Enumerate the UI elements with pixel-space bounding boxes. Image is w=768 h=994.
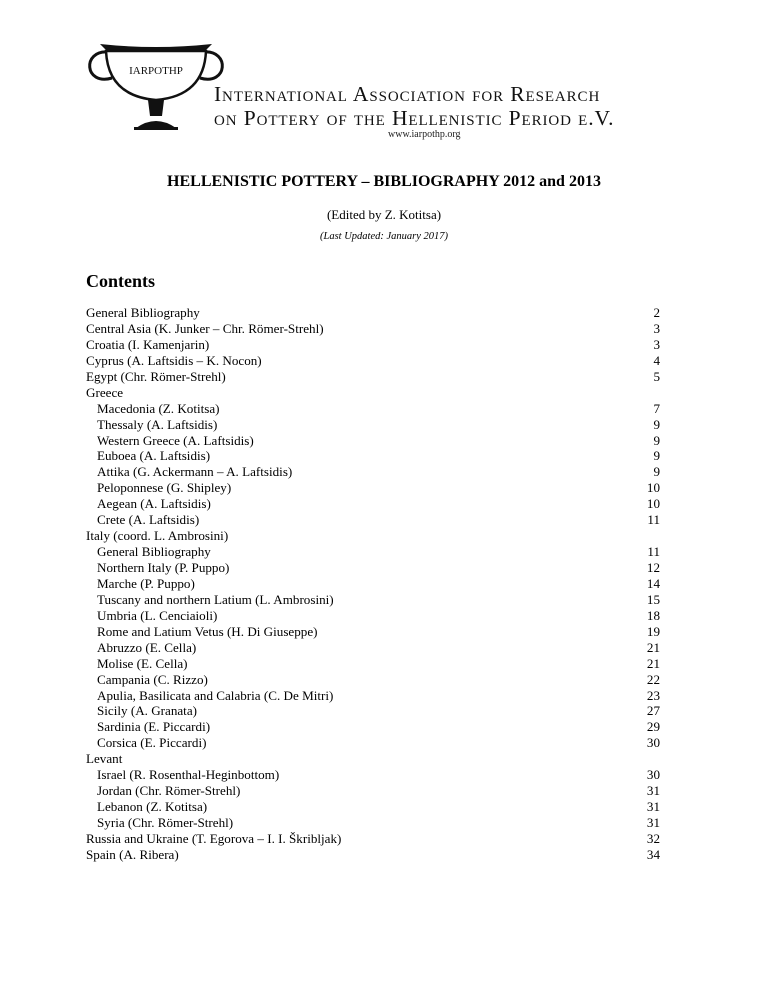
website-url[interactable]: www.iarpothp.org [388, 129, 461, 140]
toc-entry-label: Western Greece (A. Laftsidis) [97, 432, 254, 448]
iarpothp-logo [86, 38, 226, 138]
toc-entry-page: 10 [646, 480, 660, 496]
toc-entry-label: Central Asia (K. Junker – Chr. Römer-Strehl) [86, 320, 324, 336]
toc-entry-label: General Bibliography [86, 305, 200, 320]
toc-entry-page [620, 528, 660, 544]
toc-entry[interactable] [86, 847, 660, 863]
toc-entry-page: 14 [646, 575, 660, 591]
toc-entry-page: 21 [646, 639, 660, 655]
toc-entry-label: Cyprus (A. Laftsidis – K. Nocon) [86, 352, 262, 368]
toc-entry-page: 22 [646, 671, 660, 687]
toc-entry-page: 21 [646, 655, 660, 671]
toc-entry[interactable] [86, 401, 660, 417]
toc-entry[interactable] [86, 624, 660, 640]
toc-entry[interactable] [86, 305, 660, 321]
organization-name-line2: on Pottery of the Hellenistic Period e.V. [214, 106, 615, 130]
toc-entry-label: Levant [86, 751, 123, 767]
toc-entry-page: 30 [646, 767, 660, 783]
toc-entry[interactable] [86, 783, 660, 799]
toc-entry-label: Apulia, Basilicata and Calabria (C. De Mitri) [97, 687, 334, 703]
toc-entry-page [620, 751, 660, 767]
toc-entry-page: 18 [646, 607, 660, 623]
toc-entry-page: 31 [646, 783, 660, 799]
toc-entry-page: 3 [653, 320, 660, 336]
toc-entry-page: 12 [646, 560, 660, 575]
last-updated: (Last Updated: January 2017) [319, 231, 449, 242]
toc-entry-label: Israel (R. Rosenthal-Heginbottom) [97, 767, 280, 783]
toc-entry[interactable] [86, 688, 660, 704]
toc-entry-label: Lebanon (Z. Kotitsa) [97, 799, 208, 815]
toc-entry-label: Spain (A. Ribera) [86, 846, 179, 862]
toc-entry-page: 5 [653, 368, 660, 384]
toc-entry-label: Russia and Ukraine (T. Egorova – I. I. Škribljak) [86, 830, 342, 846]
toc-entry-page: 27 [646, 703, 660, 719]
toc-entry-label: Thessaly (A. Laftsidis) [97, 416, 218, 432]
toc-entry-label: Molise (E. Cella) [97, 655, 188, 671]
toc-entry[interactable] [86, 751, 660, 767]
toc-entry-label: Campania (C. Rizzo) [97, 671, 208, 687]
toc-entry-page: 9 [653, 448, 660, 464]
toc-entry-page: 23 [646, 687, 660, 703]
toc-entry[interactable] [86, 576, 660, 592]
toc-entry[interactable] [86, 735, 660, 751]
toc-entry-page: 31 [646, 799, 660, 815]
toc-entry-page: 31 [646, 815, 660, 830]
toc-entry-page: 29 [646, 719, 660, 735]
toc-entry[interactable] [86, 528, 660, 544]
toc-entry[interactable] [86, 608, 660, 624]
toc-entry[interactable] [86, 353, 660, 369]
toc-entry-label: Sardinia (E. Piccardi) [97, 719, 211, 735]
contents-heading: Contents [86, 271, 156, 291]
toc-entry-page: 11 [647, 544, 660, 560]
logo-text: IARPOTHP [129, 65, 183, 77]
toc-entry[interactable] [86, 337, 660, 353]
toc-entry-label: Jordan (Chr. Römer-Strehl) [97, 783, 241, 799]
toc-entry-label: Rome and Latium Vetus (H. Di Giuseppe) [97, 623, 318, 639]
toc-entry-label: Croatia (I. Kamenjarin) [86, 336, 210, 352]
toc-entry-page: 9 [653, 464, 660, 480]
toc-entry-label: Macedonia (Z. Kotitsa) [97, 400, 220, 416]
toc-entry-label: Egypt (Chr. Römer-Strehl) [86, 368, 226, 384]
toc-entry[interactable] [86, 480, 660, 496]
toc-entry-label: Crete (A. Laftsidis) [97, 512, 200, 528]
toc-entry[interactable] [86, 799, 660, 815]
organization-name-line1: International Association for Research [214, 82, 601, 106]
toc-entry[interactable] [86, 592, 660, 608]
toc-entry[interactable] [86, 448, 660, 464]
toc-entry-page: 19 [646, 623, 660, 639]
toc-entry-label: Abruzzo (E. Cella) [97, 639, 197, 655]
toc-entry[interactable] [86, 767, 660, 783]
toc-entry[interactable] [86, 496, 660, 512]
toc-entry[interactable] [86, 544, 660, 560]
toc-entry-page: 2 [653, 305, 660, 320]
toc-entry[interactable] [86, 464, 660, 480]
toc-entry[interactable] [86, 369, 660, 385]
toc-entry-label: Sicily (A. Granata) [97, 703, 197, 719]
toc-entry-label: General Bibliography [97, 544, 211, 560]
toc-entry-page: 15 [646, 591, 660, 607]
toc-entry-label: Attika (G. Ackermann – A. Laftsidis) [97, 464, 293, 480]
toc-entry[interactable] [86, 640, 660, 656]
toc-entry[interactable] [86, 672, 660, 688]
toc-entry-page [620, 385, 660, 401]
toc-entry[interactable] [86, 385, 660, 401]
toc-entry-label: Euboea (A. Laftsidis) [97, 448, 211, 464]
table-of-contents [86, 305, 660, 863]
toc-entry-page: 32 [646, 830, 660, 846]
toc-entry-label: Marche (P. Puppo) [97, 575, 195, 591]
toc-entry[interactable] [86, 321, 660, 337]
toc-entry[interactable] [86, 719, 660, 735]
toc-entry-page: 4 [653, 352, 660, 368]
toc-entry[interactable] [86, 703, 660, 719]
toc-entry[interactable] [86, 433, 660, 449]
document-title: HELLENISTIC POTTERY – BIBLIOGRAPHY 2012 and 2013 [167, 173, 601, 190]
toc-entry-page: 11 [647, 512, 660, 528]
toc-entry-label: Syria (Chr. Römer-Strehl) [97, 815, 234, 830]
toc-entry[interactable] [86, 656, 660, 672]
toc-entry-page: 9 [653, 416, 660, 432]
toc-entry-label: Tuscany and northern Latium (L. Ambrosini) [97, 591, 334, 607]
toc-entry[interactable] [86, 560, 660, 576]
toc-entry-page: 34 [646, 846, 660, 862]
toc-entry-page: 3 [653, 336, 660, 352]
toc-entry-label: Umbria (L. Cenciaioli) [97, 607, 218, 623]
toc-entry[interactable] [86, 831, 660, 847]
toc-entry-label: Corsica (E. Piccardi) [97, 735, 207, 751]
toc-entry-label: Peloponnese (G. Shipley) [97, 480, 232, 496]
toc-entry-page: 7 [653, 400, 660, 416]
toc-entry-label: Italy (coord. L. Ambrosini) [86, 528, 229, 544]
toc-entry[interactable] [86, 815, 660, 831]
organization-name [214, 82, 614, 130]
toc-entry[interactable] [86, 417, 660, 433]
editor-line: (Edited by Z. Kotitsa) [326, 207, 442, 222]
toc-entry[interactable] [86, 512, 660, 528]
toc-entry-label: Northern Italy (P. Puppo) [97, 560, 230, 575]
toc-entry-page: 9 [653, 432, 660, 448]
toc-entry-label: Aegean (A. Laftsidis) [97, 496, 211, 512]
toc-entry-label: Greece [86, 384, 124, 400]
toc-entry-page: 10 [646, 496, 660, 512]
toc-entry-page: 30 [646, 735, 660, 751]
